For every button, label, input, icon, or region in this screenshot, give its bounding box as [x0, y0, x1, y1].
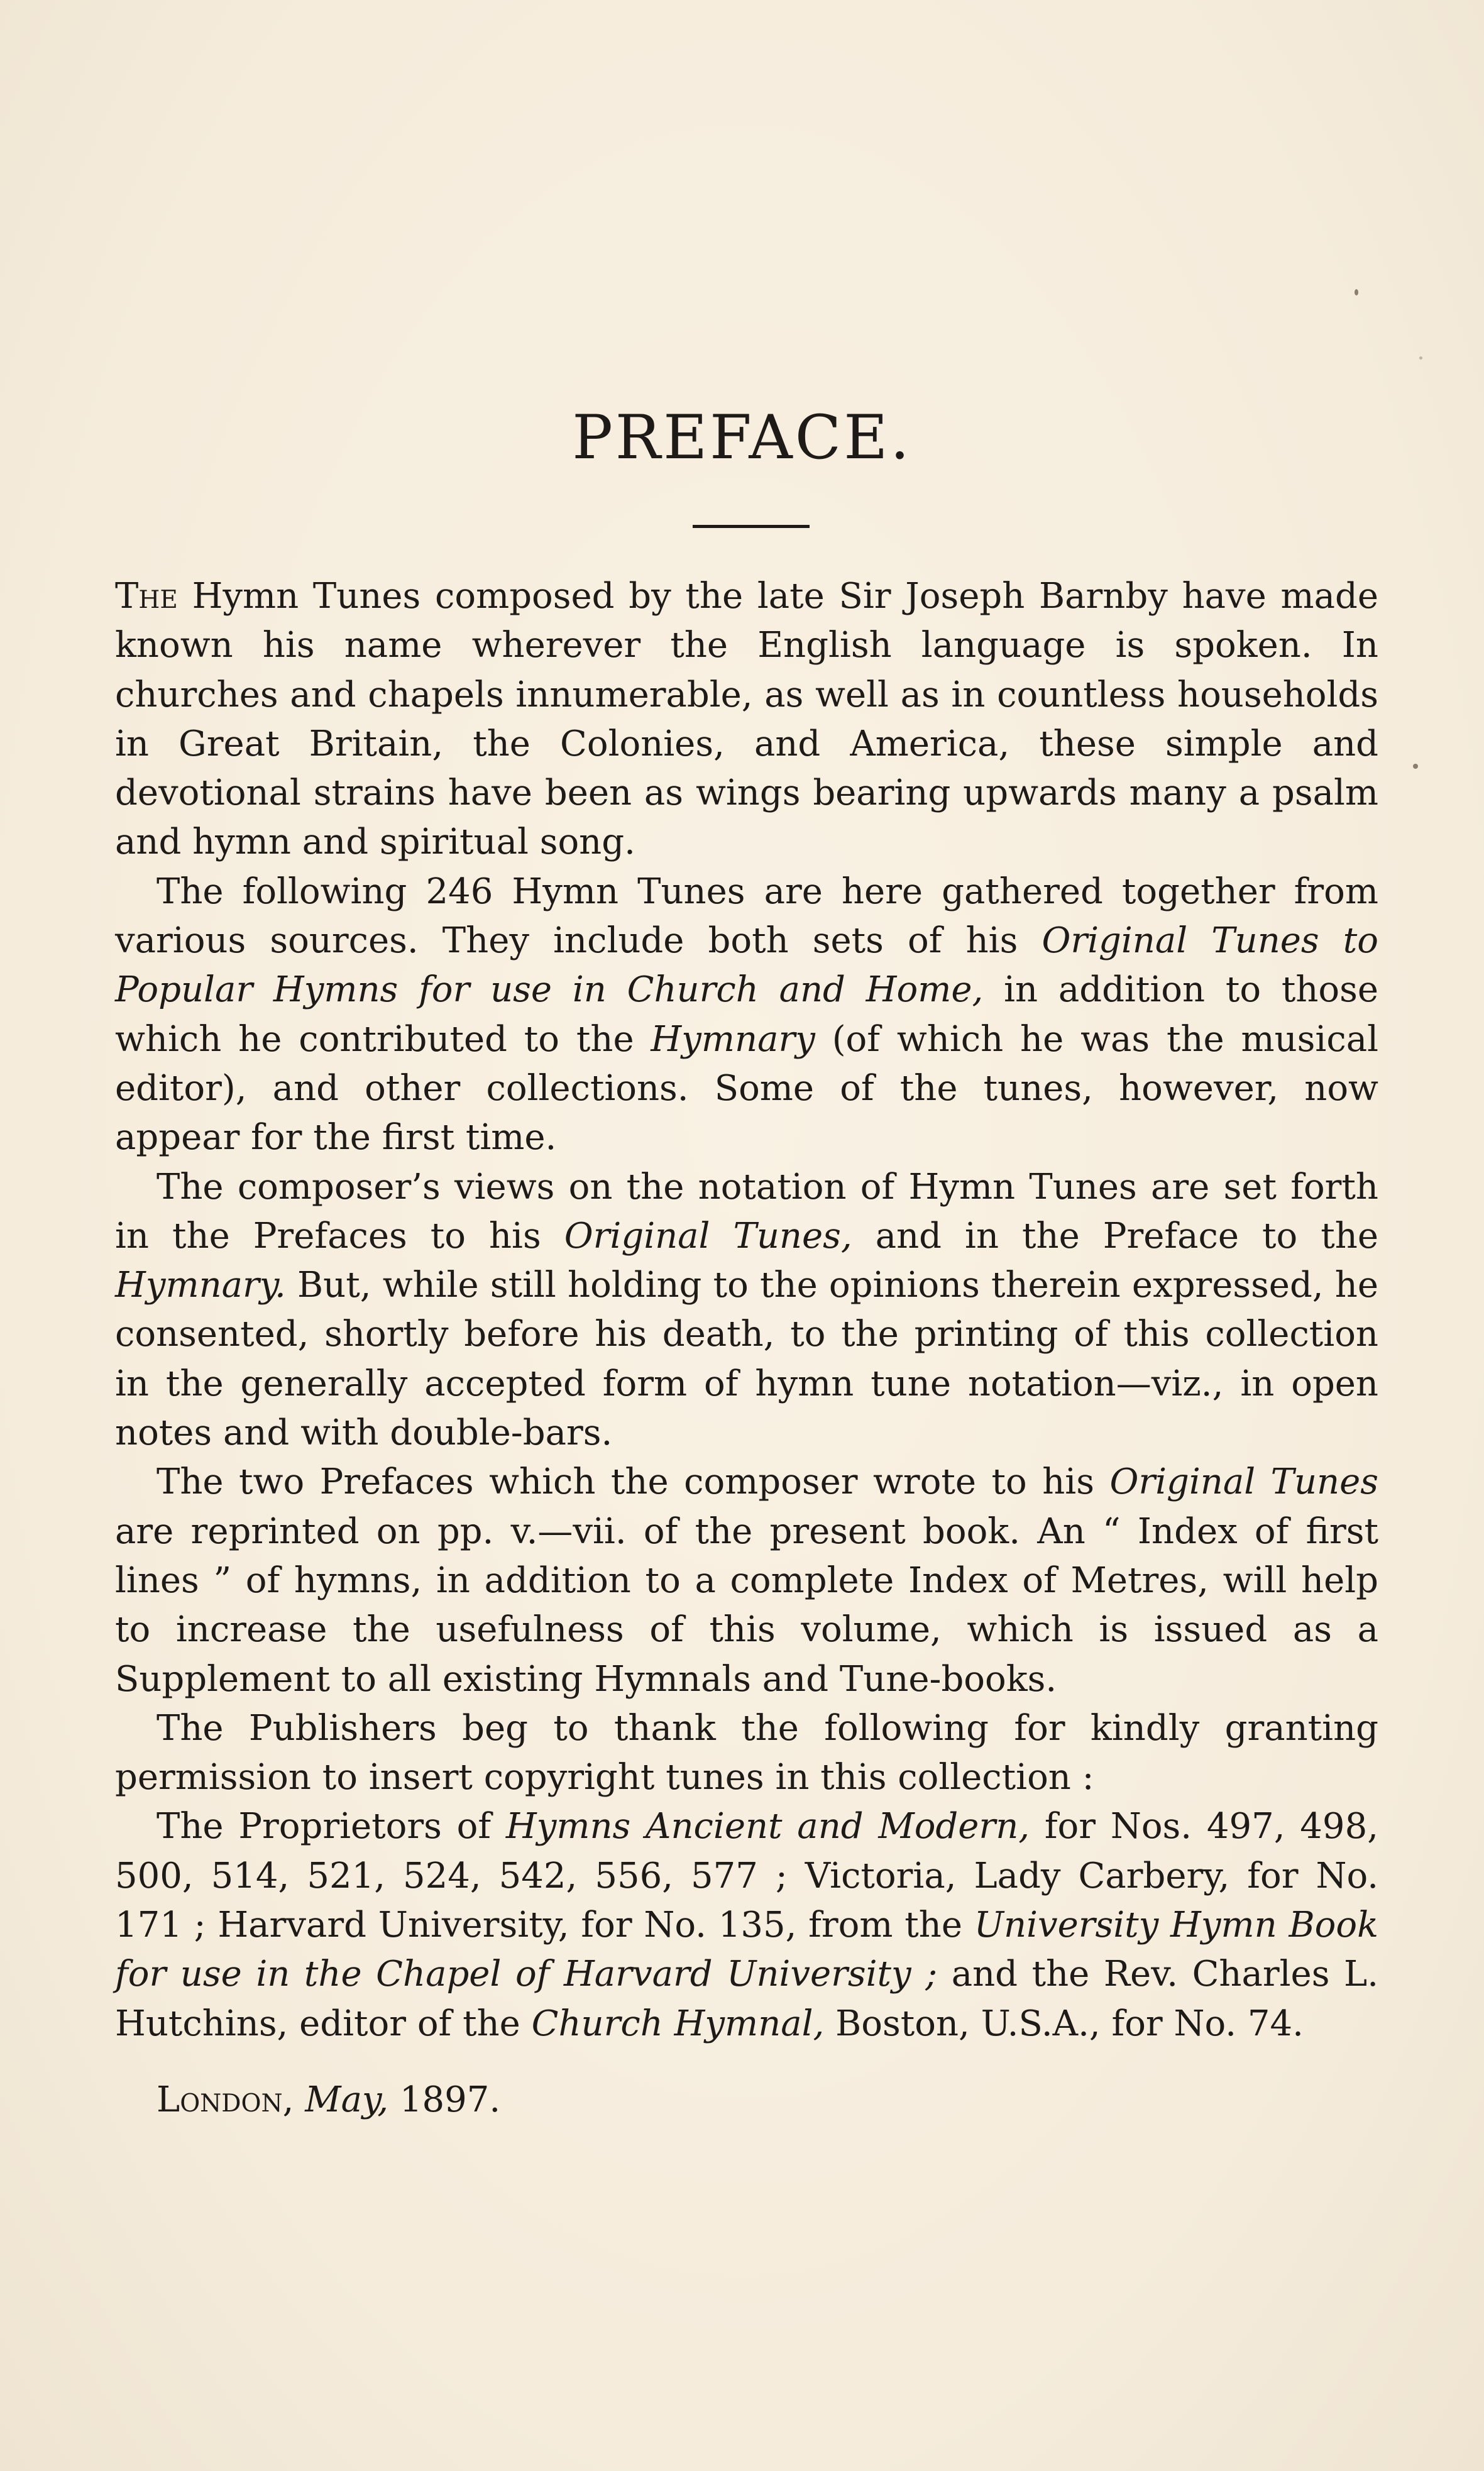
book-title: University Hymn Book for use in the Chapel of Harvard University ; [115, 1905, 1378, 1995]
paragraph-3 [115, 1163, 1378, 1458]
book-title: Hymnary. [115, 1265, 286, 1306]
paragraph-5 [115, 1704, 1378, 1803]
paper-speck [1355, 289, 1358, 295]
paragraph-text: The two Prefaces which the composer wrote to his [157, 1461, 1110, 1503]
title-rule [693, 525, 810, 528]
book-title: Original Tunes, [564, 1215, 852, 1257]
paragraph-text: in addition to those which he contributed to the [115, 969, 1379, 1060]
book-title: Original Tunes [1109, 1461, 1378, 1503]
paragraph-text: The Publishers beg to thank the following for kindly granting permission to insert copyright tunes in this collection : [115, 1707, 1378, 1798]
book-title: Hymns Ancient and Modern, [505, 1806, 1030, 1847]
paragraph-text: The following 246 Hymn Tunes are here gathered together from various sources. They include both sets of his [115, 871, 1378, 962]
drop-word: The [115, 576, 178, 617]
paragraph-2 [115, 867, 1378, 1163]
paragraph-text: for Nos. 497, 498, 500, 514, 521, 524, 542, 556, 577 ; Victoria, Lady Carbery, for No. 171 ; Harvard University, for No. 135, from the [115, 1806, 1378, 1946]
book-title: Hymnary [651, 1018, 815, 1060]
signoff [157, 2076, 500, 2125]
paragraph-text: Boston, U.S.A., for No. 74. [824, 2003, 1304, 2044]
paragraph-text: Hymn Tunes composed by the late Sir Joseph Barnby have made known his name wherever the English language is spoken. In churches and chapels innumerable, as well as in countless households in Great Britain, the Colonies, and America, these simple and devotional strains have been as wings bearing upwards many a psalm and hymn and spiritual song. [115, 576, 1378, 863]
book-title: Original Tunes to Popular Hymns for use in Church and Home, [115, 920, 1378, 1011]
page-title: PREFACE. [572, 402, 912, 473]
signoff-month: May, [305, 2079, 388, 2120]
signoff-year: 1897. [399, 2079, 501, 2120]
signoff-place: London, [157, 2079, 294, 2120]
paper-speck [1413, 764, 1418, 769]
paragraph-text: The composer’s views on the notation of Hymn Tunes are set forth in the Prefaces to his [115, 1166, 1378, 1257]
paragraph-text: The Proprietors of [157, 1806, 506, 1847]
paragraph-text: But, while still holding to the opinions therein expressed, he consented, shortly before his death, to the printing of this collection in the generally accepted form of hymn tune notation—viz., in open notes and with double-bars. [115, 1265, 1378, 1454]
preface-body [115, 572, 1378, 2049]
paragraph-1 [115, 572, 1378, 867]
paragraph-text: are reprinted on pp. v.—vii. of the present book. An “ Index of first lines ” of hymns, in addition to a complete Index of Metres, will help to increase the usefulness of this volume, which is issued as a Supplement to all existing Hymnals and Tune-books. [115, 1511, 1378, 1700]
book-title: Church Hymnal, [531, 2003, 825, 2044]
paragraph-6 [115, 1802, 1378, 2048]
paragraph-text: (of which he was the musical editor), and other collections. Some of the tunes, however, now appear for the first time. [115, 1018, 1378, 1158]
paper-speck [1419, 356, 1422, 360]
paragraph-text: and in the Preface to the [852, 1215, 1379, 1257]
paragraph-text: and the Rev. Charles L. Hutchins, editor of the [115, 1954, 1378, 2044]
paragraph-4 [115, 1458, 1378, 1703]
